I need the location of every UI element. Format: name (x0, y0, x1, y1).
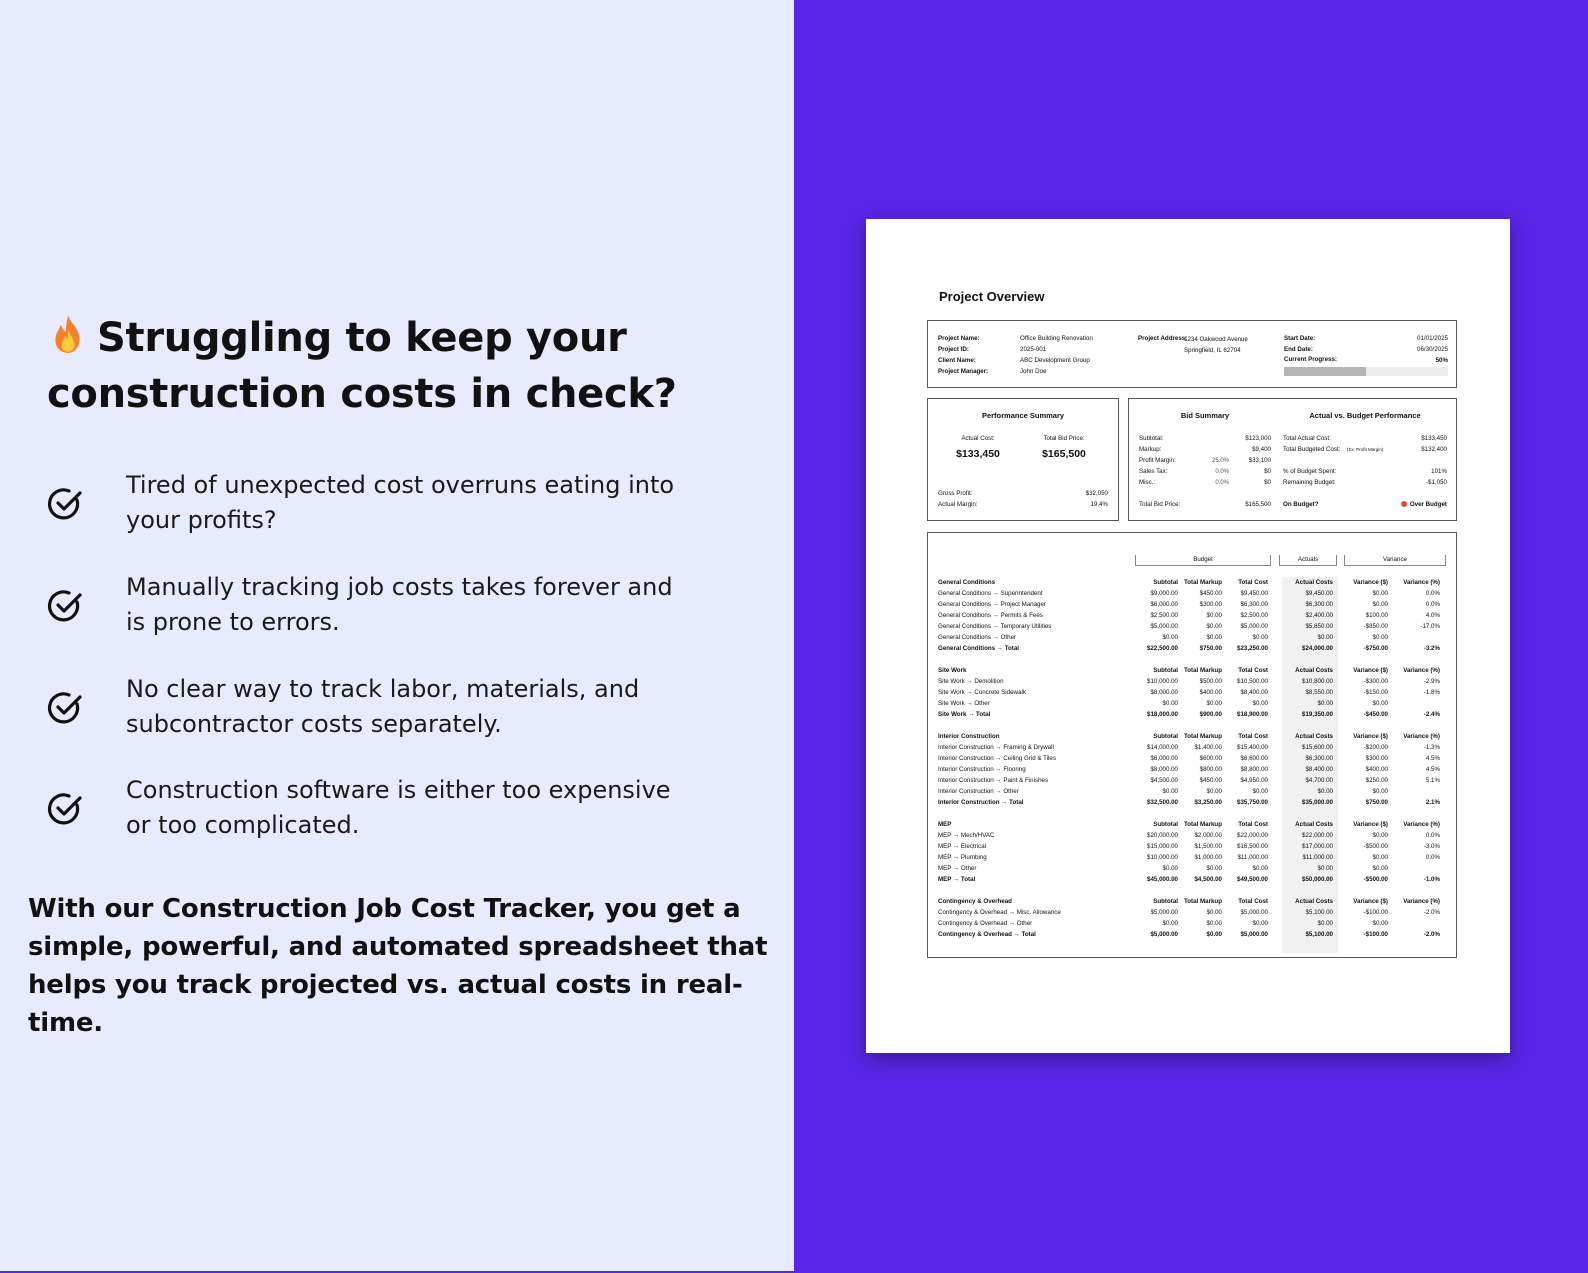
table-cell: $400.00 (1365, 766, 1388, 773)
table-cell: $0.00 (1206, 865, 1222, 872)
total-bid-value: $165,500 (1245, 501, 1271, 508)
table-cell: $0.00 (1206, 920, 1222, 927)
section-total-cell: $5,000.00 (1150, 931, 1178, 938)
column-header: Variance ($) (1353, 667, 1388, 674)
project-manager-value: John Doe (1020, 368, 1047, 375)
column-header: Total Cost (1238, 898, 1268, 905)
section-total-label: MEP → Total (938, 876, 976, 883)
headline (47, 310, 747, 422)
table-cell: 0.0% (1425, 854, 1440, 861)
section-total-cell: -$100.00 (1363, 931, 1388, 938)
bid-summary-title: Bid Summary (1180, 411, 1230, 420)
table-cell: $0.00 (1372, 865, 1388, 872)
section-total-cell: $49,500.00 (1237, 876, 1268, 883)
table-cell: $8,000.00 (1150, 689, 1178, 696)
section-total-cell: -2.0% (1423, 931, 1440, 938)
check-circle-icon (47, 588, 83, 624)
section-total-label: Interior Construction → Total (938, 799, 1024, 806)
table-cell: $6,600.00 (1240, 755, 1268, 762)
table-cell: -$500.00 (1363, 843, 1388, 850)
table-cell: $0.00 (1252, 700, 1268, 707)
line-item-label: General Conditions → Other (938, 634, 1017, 641)
table-cell: -$300.00 (1363, 678, 1388, 685)
pct-spent-value: 101% (1431, 468, 1447, 475)
table-cell: $300.00 (1199, 601, 1222, 608)
project-id-value: 2025-001 (1020, 346, 1047, 353)
column-header: Subtotal (1153, 821, 1178, 828)
line-item-label: MEP → Electrical (938, 843, 987, 850)
section-total-cell: $4,500.00 (1194, 876, 1222, 883)
section-total-cell: $35,000.00 (1302, 799, 1333, 806)
column-header: Actual Costs (1295, 898, 1333, 905)
address-line2: Springfield, IL 62704 (1184, 347, 1241, 354)
table-cell: $1,500.00 (1194, 843, 1222, 850)
table-cell: $2,400.00 (1305, 612, 1333, 619)
section-total-cell: $750.00 (1365, 799, 1388, 806)
table-cell: $0.00 (1372, 920, 1388, 927)
table-cell: $0.00 (1372, 700, 1388, 707)
fire-icon (47, 313, 89, 355)
section-total-cell: $0.00 (1206, 931, 1222, 938)
section-total-cell: $5,000.00 (1240, 931, 1268, 938)
line-item-label: Interior Construction → Paint & Finishes (938, 777, 1049, 784)
section-total-cell: $19,350.00 (1302, 711, 1333, 718)
table-cell: 5.1% (1425, 777, 1440, 784)
table-cell: $10,800.00 (1302, 678, 1333, 685)
table-cell: $10,000.00 (1147, 678, 1178, 685)
gross-profit-value: $32,050 (1085, 490, 1108, 497)
table-cell: $6,000.00 (1150, 601, 1178, 608)
bid-price-label: Total Bid Price: (1043, 435, 1085, 442)
bid-row-pct: 0.0% (1215, 480, 1229, 486)
table-cell: $0.00 (1252, 920, 1268, 927)
table-cell: -2.9% (1423, 678, 1440, 685)
column-header: Variance (%) (1403, 667, 1440, 674)
column-header: Subtotal (1153, 579, 1178, 586)
table-cell: $6,300.00 (1240, 601, 1268, 608)
table-cell: $5,850.00 (1305, 623, 1333, 630)
table-cell: $15,400.00 (1237, 744, 1268, 751)
bid-row-label: Sales Tax: (1139, 468, 1168, 475)
line-item-label: Interior Construction → Other (938, 788, 1019, 795)
bid-row-value: $0 (1264, 479, 1271, 486)
headline-text: Struggling to keep your construction costs in check? (47, 315, 677, 417)
actual-vs-budget-title: Actual vs. Budget Performance (1309, 411, 1421, 420)
end-date-value: 06/30/2025 (1417, 346, 1448, 353)
table-cell: -3.0% (1423, 843, 1440, 850)
pain-point-text: Tired of unexpected cost overruns eating into your profits? (126, 471, 675, 534)
start-date-value: 01/01/2025 (1417, 335, 1448, 342)
pain-point-text: Construction software is either too expensive or too complicated. (126, 776, 671, 839)
total-bid-label: Total Bid Price: (1139, 501, 1181, 508)
project-info-box (927, 320, 1457, 388)
table-cell: $4,950.00 (1240, 777, 1268, 784)
table-cell: $0.00 (1372, 601, 1388, 608)
table-cell: $8,400.00 (1305, 766, 1333, 773)
column-header: Total Markup (1183, 898, 1222, 905)
table-cell: $2,000.00 (1194, 832, 1222, 839)
progress-bar-fill (1284, 367, 1366, 376)
section-total-cell: $24,000.00 (1302, 645, 1333, 652)
check-circle-icon (47, 486, 83, 522)
pain-point-text: Manually tracking job costs takes forever and is prone to errors. (126, 573, 673, 636)
remaining-value: -$1,050 (1426, 479, 1447, 486)
table-cell: $9,450.00 (1305, 590, 1333, 597)
column-header: Subtotal (1153, 667, 1178, 674)
bid-row-value: $9,400 (1252, 446, 1271, 453)
line-item-label: Interior Construction → Ceiling Grid & Tiles (938, 755, 1056, 762)
table-cell: $0.00 (1206, 634, 1222, 641)
column-header: Total Markup (1183, 733, 1222, 740)
column-header: Variance ($) (1353, 733, 1388, 740)
bid-row-label: Misc.: (1139, 479, 1156, 486)
line-item-label: General Conditions → Superintendent (938, 590, 1043, 597)
table-cell: $0.00 (1206, 788, 1222, 795)
table-cell: $8,000.00 (1150, 766, 1178, 773)
column-header: Variance (%) (1403, 898, 1440, 905)
section-total-cell: $900.00 (1199, 711, 1222, 718)
actual-cost-label: Actual Cost: (961, 435, 995, 442)
column-header: Total Cost (1238, 579, 1268, 586)
table-cell: $4,700.00 (1305, 777, 1333, 784)
table-cell: $10,000.00 (1147, 854, 1178, 861)
table-cell: -17.0% (1420, 623, 1440, 630)
table-cell: $22,000.00 (1237, 832, 1268, 839)
project-name-label: Project Name: (938, 335, 980, 342)
section-total-cell: $50,000.00 (1302, 876, 1333, 883)
table-cell: $0.00 (1162, 920, 1178, 927)
table-cell: -2.0% (1423, 909, 1440, 916)
table-cell: $0.00 (1317, 865, 1333, 872)
table-cell: $0.00 (1162, 700, 1178, 707)
on-budget-label: On Budget? (1283, 501, 1319, 508)
table-cell: $300.00 (1365, 755, 1388, 762)
column-header: Subtotal (1153, 898, 1178, 905)
table-cell: $6,300.00 (1305, 755, 1333, 762)
column-header: Actual Costs (1295, 733, 1333, 740)
performance-summary-box (927, 398, 1119, 521)
bid-row-value: $33,100 (1248, 457, 1271, 464)
table-cell: $8,400.00 (1240, 689, 1268, 696)
table-cell: $0.00 (1317, 700, 1333, 707)
table-cell: $8,800.00 (1240, 766, 1268, 773)
column-header: Actual Costs (1295, 821, 1333, 828)
end-date-label: End Date: (1284, 346, 1313, 353)
total-actual-label: Total Actual Cost: (1283, 435, 1331, 442)
section-total-cell: -$750.00 (1363, 645, 1388, 652)
document-title: Project Overview (939, 289, 1045, 304)
table-cell: $0.00 (1162, 788, 1178, 795)
total-budget-label: Total Budgeted Cost: (1283, 446, 1341, 453)
section-total-cell: -1.0% (1423, 876, 1440, 883)
column-header: Subtotal (1153, 733, 1178, 740)
table-cell: $0.00 (1206, 700, 1222, 707)
table-cell: $400.00 (1199, 689, 1222, 696)
column-header: Actual Costs (1295, 667, 1333, 674)
table-cell: $0.00 (1317, 920, 1333, 927)
table-cell: $14,000.00 (1147, 744, 1178, 751)
table-cell: $16,500.00 (1237, 843, 1268, 850)
line-item-label: Contingency & Overhead → Misc. Allowance (938, 909, 1061, 916)
section-title: MEP (938, 821, 952, 828)
line-item-label: Interior Construction → Framing & Drywall (938, 744, 1054, 751)
table-cell: 4.5% (1425, 755, 1440, 762)
column-header: Variance ($) (1353, 898, 1388, 905)
line-item-label: Contingency & Overhead → Other (938, 920, 1033, 927)
actual-margin-value: 19.4% (1090, 501, 1108, 508)
group-header-variance: Variance (1344, 555, 1446, 566)
pct-spent-label: % of Budget Spent: (1283, 468, 1337, 475)
line-item-label: Interior Construction → Flooring (938, 766, 1026, 773)
table-cell: -1.3% (1423, 744, 1440, 751)
pain-point-text: No clear way to track labor, materials, and subcontractor costs separately. (126, 675, 640, 738)
performance-summary-title: Performance Summary (981, 411, 1065, 420)
column-header: Total Cost (1238, 667, 1268, 674)
column-header: Total Markup (1183, 579, 1222, 586)
group-header-budget: Budget (1135, 555, 1271, 566)
table-cell: $250.00 (1365, 777, 1388, 784)
bid-row-value: $123,000 (1245, 435, 1271, 442)
bid-row-label: Subtotal: (1139, 435, 1164, 442)
address-label: Project Address: (1138, 335, 1188, 342)
line-item-label: General Conditions → Project Manager (938, 601, 1046, 608)
column-header: Total Markup (1183, 821, 1222, 828)
bid-row-pct: 0.0% (1215, 469, 1229, 475)
section-total-cell: $22,500.00 (1147, 645, 1178, 652)
total-budget-note: (Ex. Profit Margin) (1347, 447, 1384, 452)
table-cell: $6,000.00 (1150, 755, 1178, 762)
table-cell: $22,000.00 (1302, 832, 1333, 839)
section-total-cell: $32,500.00 (1147, 799, 1178, 806)
status-dot-icon (1401, 501, 1407, 507)
table-cell: $5,100.00 (1305, 909, 1333, 916)
total-budget-value: $132,400 (1421, 446, 1447, 453)
section-total-cell: $5,100.00 (1305, 931, 1333, 938)
client-name-label: Client Name: (938, 357, 976, 364)
table-cell: $1,000.00 (1194, 854, 1222, 861)
gross-profit-label: Gross Profit: (938, 490, 973, 497)
section-total-label: General Conditions → Total (938, 645, 1020, 652)
line-item-label: Site Work → Concrete Sidewalk (938, 689, 1026, 696)
table-cell: $5,000.00 (1240, 623, 1268, 630)
client-name-value: ABC Development Group (1020, 357, 1090, 364)
table-cell: $20,000.00 (1147, 832, 1178, 839)
section-total-cell: $23,250.00 (1237, 645, 1268, 652)
check-circle-icon (47, 690, 83, 726)
line-item-label: MEP → Plumbing (938, 854, 987, 861)
column-header: Actual Costs (1295, 579, 1333, 586)
section-total-cell: -$500.00 (1363, 876, 1388, 883)
column-header: Total Cost (1238, 733, 1268, 740)
table-cell: $5,000.00 (1150, 909, 1178, 916)
section-total-cell: $45,000.00 (1147, 876, 1178, 883)
table-cell: $0.00 (1372, 854, 1388, 861)
column-header: Total Markup (1183, 667, 1222, 674)
section-total-label: Site Work → Total (938, 711, 991, 718)
column-header: Total Cost (1238, 821, 1268, 828)
progress-bar (1284, 367, 1448, 376)
table-cell: $0.00 (1372, 832, 1388, 839)
table-cell: $10,500.00 (1237, 678, 1268, 685)
section-title: Interior Construction (938, 733, 1000, 740)
remaining-label: Remaining Budget: (1283, 479, 1336, 486)
line-item-label: General Conditions → Permits & Fees (938, 612, 1043, 619)
column-header: Variance ($) (1353, 821, 1388, 828)
actual-cost-value: $133,450 (956, 448, 1000, 460)
table-cell: $9,000.00 (1150, 590, 1178, 597)
line-item-label: General Conditions → Temporary Utilities (938, 623, 1052, 630)
section-total-cell: $3,250.00 (1194, 799, 1222, 806)
table-cell: $800.00 (1199, 766, 1222, 773)
table-cell: $6,300.00 (1305, 601, 1333, 608)
section-total-label: Contingency & Overhead → Total (938, 931, 1036, 938)
table-cell: $15,600.00 (1302, 744, 1333, 751)
table-cell: -$850.00 (1363, 623, 1388, 630)
table-cell: $2,500.00 (1150, 612, 1178, 619)
section-title: Site Work (938, 667, 967, 674)
table-cell: $600.00 (1199, 755, 1222, 762)
spreadsheet-preview (866, 219, 1510, 1053)
table-cell: $9,450.00 (1240, 590, 1268, 597)
table-cell: 4.0% (1425, 612, 1440, 619)
bid-row-label: Profit Margin: (1139, 457, 1176, 464)
table-cell: 0.0% (1425, 832, 1440, 839)
bid-summary-box (1128, 398, 1457, 521)
project-manager-label: Project Manager: (938, 368, 989, 375)
section-total-cell: -$450.00 (1363, 711, 1388, 718)
table-cell: $0.00 (1206, 909, 1222, 916)
table-cell: $450.00 (1199, 590, 1222, 597)
section-title: Contingency & Overhead (938, 898, 1012, 905)
total-actual-value: $133,450 (1421, 435, 1447, 442)
table-cell: $17,000.00 (1302, 843, 1333, 850)
table-cell: $100.00 (1365, 612, 1388, 619)
line-item-label: MEP → Other (938, 865, 977, 872)
project-name-value: Office Building Renovation (1020, 335, 1093, 342)
table-cell: $0.00 (1252, 788, 1268, 795)
start-date-label: Start Date: (1284, 335, 1316, 342)
table-cell: $5,000.00 (1240, 909, 1268, 916)
on-budget-status: Over Budget (1369, 501, 1447, 509)
table-cell: $8,550.00 (1305, 689, 1333, 696)
section-total-cell: -3.2% (1423, 645, 1440, 652)
table-cell: $0.00 (1162, 634, 1178, 641)
section-total-cell: $18,900.00 (1237, 711, 1268, 718)
column-header: Variance ($) (1353, 579, 1388, 586)
progress-label: Current Progress: (1284, 356, 1337, 363)
table-cell: $11,000.00 (1302, 854, 1333, 861)
line-item-label: MEP → Mech/HVAC (938, 832, 995, 839)
table-cell: $500.00 (1199, 678, 1222, 685)
closing-statement: With our Construction Job Cost Tracker, you get a simple, powerful, and automated spreadsheet that helps you track projected vs. actual costs in real-time. (28, 894, 768, 1038)
line-item-label: Site Work → Other (938, 700, 990, 707)
line-item-label: Site Work → Demolition (938, 678, 1004, 685)
table-cell: $0.00 (1372, 634, 1388, 641)
table-cell: -$150.00 (1363, 689, 1388, 696)
table-cell: $0.00 (1372, 788, 1388, 795)
column-header: Variance (%) (1403, 821, 1440, 828)
section-title: General Conditions (938, 579, 996, 586)
table-cell: $5,000.00 (1150, 623, 1178, 630)
table-cell: $0.00 (1252, 865, 1268, 872)
column-header: Variance (%) (1403, 579, 1440, 586)
group-header-actuals: Actuals (1279, 555, 1337, 566)
section-total-cell: $18,000.00 (1147, 711, 1178, 718)
table-cell: $11,000.00 (1237, 854, 1268, 861)
table-cell: -1.8% (1423, 689, 1440, 696)
section-total-cell: 2.1% (1425, 799, 1440, 806)
table-cell: $15,000.00 (1147, 843, 1178, 850)
table-cell: -$200.00 (1363, 744, 1388, 751)
section-total-cell: $750.00 (1199, 645, 1222, 652)
section-total-cell: $35,750.00 (1237, 799, 1268, 806)
table-cell: $0.00 (1317, 634, 1333, 641)
check-circle-icon (47, 791, 83, 827)
table-cell: $450.00 (1199, 777, 1222, 784)
table-cell: 4.5% (1425, 766, 1440, 773)
bid-row-pct: 25.0% (1211, 458, 1229, 464)
table-cell: $1,400.00 (1194, 744, 1222, 751)
column-header: Variance (%) (1403, 733, 1440, 740)
table-cell: -$100.00 (1363, 909, 1388, 916)
bid-row-label: Markup: (1139, 446, 1162, 453)
cost-table (927, 532, 1457, 958)
table-cell: $2,500.00 (1240, 612, 1268, 619)
actual-margin-label: Actual Margin: (938, 501, 978, 508)
bid-row-value: $0 (1264, 468, 1271, 475)
table-cell: $0.00 (1252, 634, 1268, 641)
table-cell: $0.00 (1317, 788, 1333, 795)
table-cell: $0.00 (1162, 865, 1178, 872)
project-id-label: Project ID: (938, 346, 969, 353)
address-line1: 1234 Oakwood Avenue (1184, 336, 1248, 343)
table-cell: 0.0% (1425, 601, 1440, 608)
progress-value: 50% (1435, 357, 1448, 364)
table-cell: $0.00 (1206, 612, 1222, 619)
table-cell: 0.0% (1425, 590, 1440, 597)
table-cell: $4,500.00 (1150, 777, 1178, 784)
table-cell: $0.00 (1372, 590, 1388, 597)
bid-price-value: $165,500 (1042, 448, 1086, 460)
table-cell: $0.00 (1206, 623, 1222, 630)
section-total-cell: -2.4% (1423, 711, 1440, 718)
